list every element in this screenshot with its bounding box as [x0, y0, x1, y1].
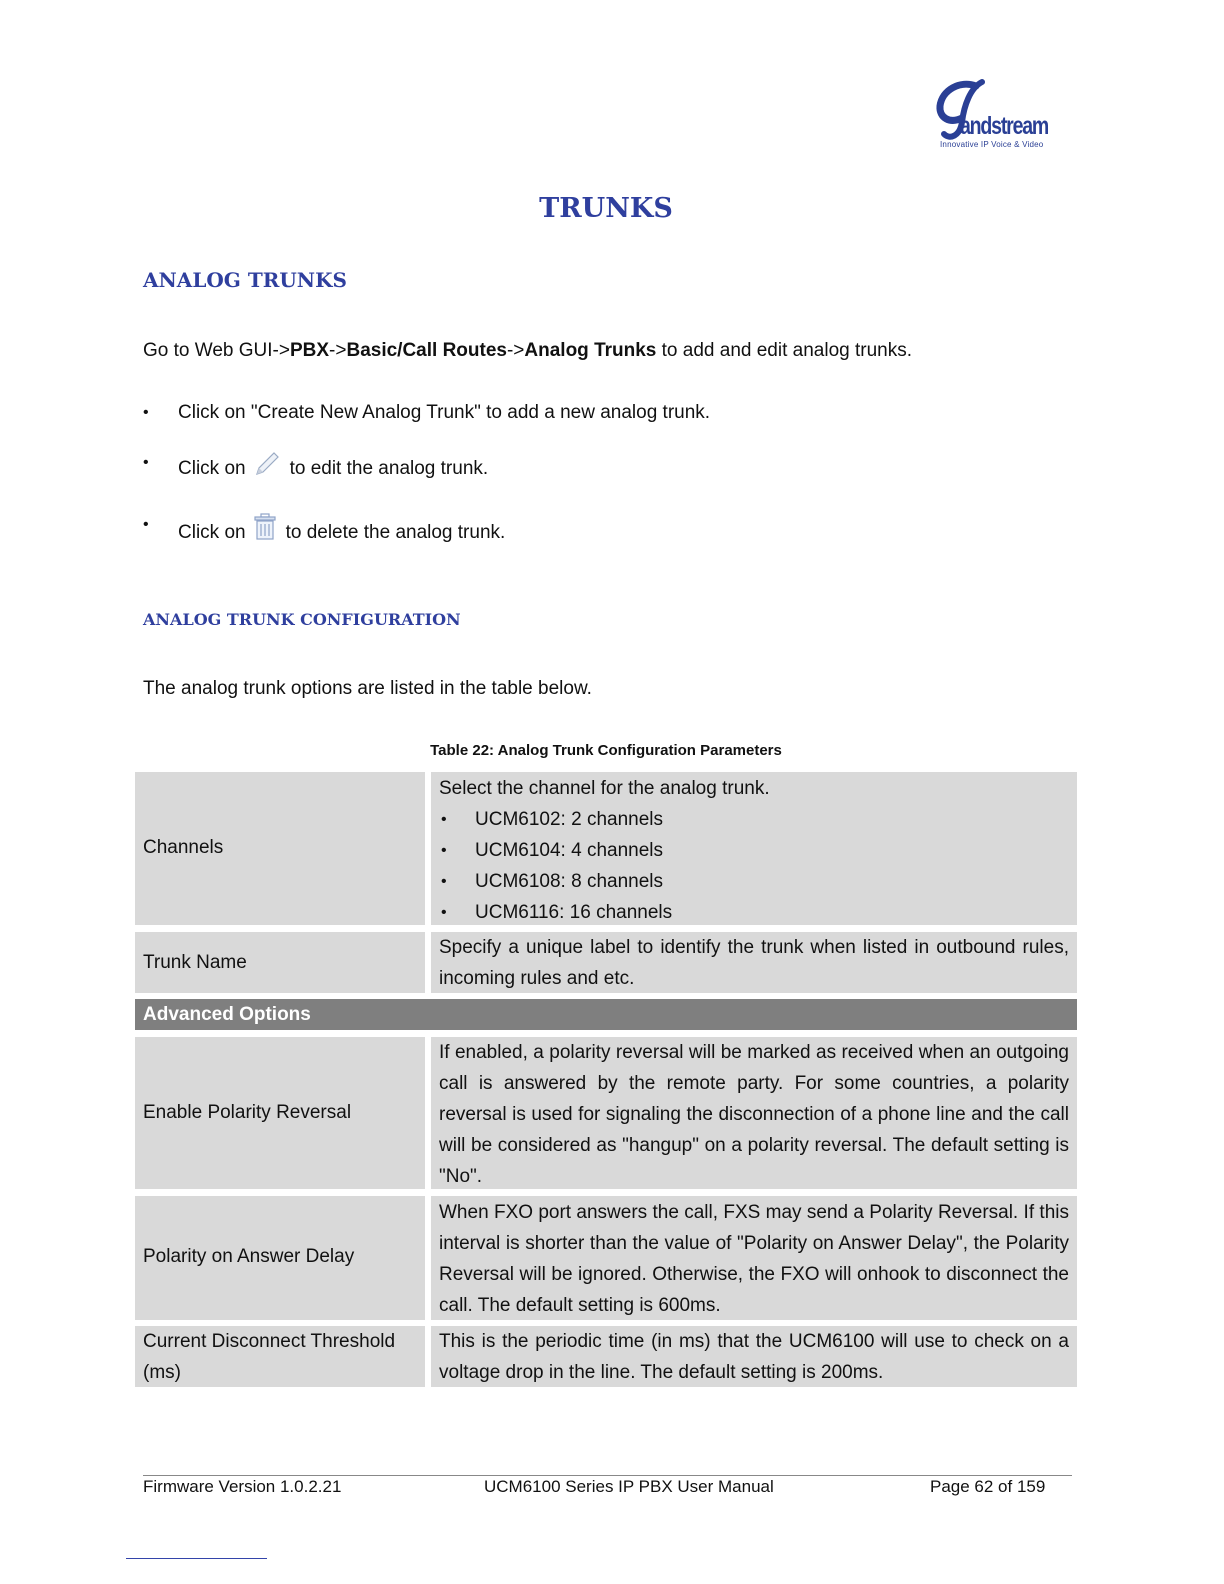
param-label-cell: [135, 1326, 425, 1387]
param-desc: This is the periodic time (in ms) that the UCM6100 will use to check on a voltage drop in the line. The default setting is 200ms.: [439, 1331, 1069, 1383]
footer-divider: [143, 1475, 1072, 1476]
subsection-heading: ANALOG TRUNK CONFIGURATION: [143, 610, 461, 629]
param-label: Enable Polarity Reversal: [143, 1102, 352, 1123]
footnote-separator: [126, 1558, 267, 1559]
footer-firmware: Firmware Version 1.0.2.21: [143, 1477, 342, 1496]
bullet-text-pre: Click on: [178, 458, 246, 479]
param-desc: Specify a unique label to identify the trunk when listed in outbound rules, incoming rules and etc.: [439, 937, 1069, 989]
bullet-dot: •: [143, 454, 149, 471]
grandstream-logo: [936, 78, 1064, 154]
list-item: • UCM6104: 4 channels: [439, 835, 1069, 866]
bullet-text-pre: Click on: [178, 522, 246, 543]
param-label-cell: [135, 772, 425, 925]
trash-icon[interactable]: [254, 513, 276, 548]
param-label: Polarity on Answer Delay: [143, 1246, 355, 1267]
bullet-dot: •: [143, 404, 149, 421]
bullet-text-post: to delete the analog trunk.: [285, 522, 506, 543]
param-desc-cell: [431, 932, 1077, 993]
logo-tagline: Innovative IP Voice & Video: [940, 140, 1044, 149]
param-desc-cell: [431, 1037, 1077, 1189]
param-desc: When FXO port answers the call, FXS may send a Polarity Reversal. If this interval is shorter than the value of "Polarity on Answer Delay", the Polarity Reversal will be ignored. Otherwise, the FXO will onhook to disconnect the call. The default setting is 600ms.: [439, 1202, 1069, 1316]
bullet-text: Click on "Create New Analog Trunk" to add a new analog trunk.: [178, 402, 711, 423]
param-label-cell: [135, 1037, 425, 1189]
param-label: Channels: [143, 837, 224, 858]
list-item: • UCM6102: 2 channels: [439, 804, 1069, 835]
table-intro: The analog trunk options are listed in the table below.: [143, 678, 592, 699]
param-label: Current Disconnect Threshold: [143, 1331, 396, 1352]
logo-wordmark: andstream: [960, 112, 1049, 140]
intro-paragraph: [143, 339, 912, 363]
page-title: TRUNKS: [539, 193, 673, 224]
intro-basic-call-routes: Basic/Call Routes: [346, 340, 507, 361]
footer-manual-title: UCM6100 Series IP PBX User Manual: [484, 1477, 774, 1496]
channels-list: [439, 804, 1069, 928]
intro-suffix: to add and edit analog trunks.: [656, 340, 913, 361]
param-label: Trunk Name: [143, 952, 247, 973]
bullet-text-post: to edit the analog trunk.: [289, 458, 489, 479]
param-desc: If enabled, a polarity reversal will be marked as received when an outgoing call is answered by the remote party. For some countries, a polarity reversal is used for signaling the disconnection of a phone line and the call will be considered as "hangup" on a polarity reversal. The default setting is "No".: [439, 1042, 1069, 1187]
intro-arrow-2: ->: [506, 340, 525, 361]
section-heading: ANALOG TRUNKS: [143, 268, 347, 292]
table-caption: Table 22: Analog Trunk Configuration Parameters: [430, 742, 782, 759]
intro-prefix: Go to Web GUI->: [143, 340, 290, 361]
pencil-icon[interactable]: [254, 451, 280, 484]
bullet-dot: •: [143, 516, 149, 533]
list-item: • UCM6108: 8 channels: [439, 866, 1069, 897]
param-desc-cell: [431, 1196, 1077, 1320]
param-desc: [439, 773, 1069, 928]
intro-pbx: PBX: [289, 340, 330, 361]
channels-lead: Select the channel for the analog trunk.: [439, 778, 770, 799]
footer-page-number: Page 62 of 159: [930, 1477, 1046, 1496]
param-desc-cell: [431, 1326, 1077, 1387]
list-item: • UCM6116: 16 channels: [439, 897, 1069, 928]
advanced-options-header: Advanced Options: [135, 999, 1077, 1030]
intro-analog-trunks: Analog Trunks: [524, 340, 657, 361]
intro-arrow-1: ->: [329, 340, 347, 361]
param-label-cell: [135, 1196, 425, 1320]
param-desc-cell: [431, 772, 1077, 925]
param-label-cell: [135, 932, 425, 993]
param-label-unit: (ms): [143, 1362, 181, 1383]
